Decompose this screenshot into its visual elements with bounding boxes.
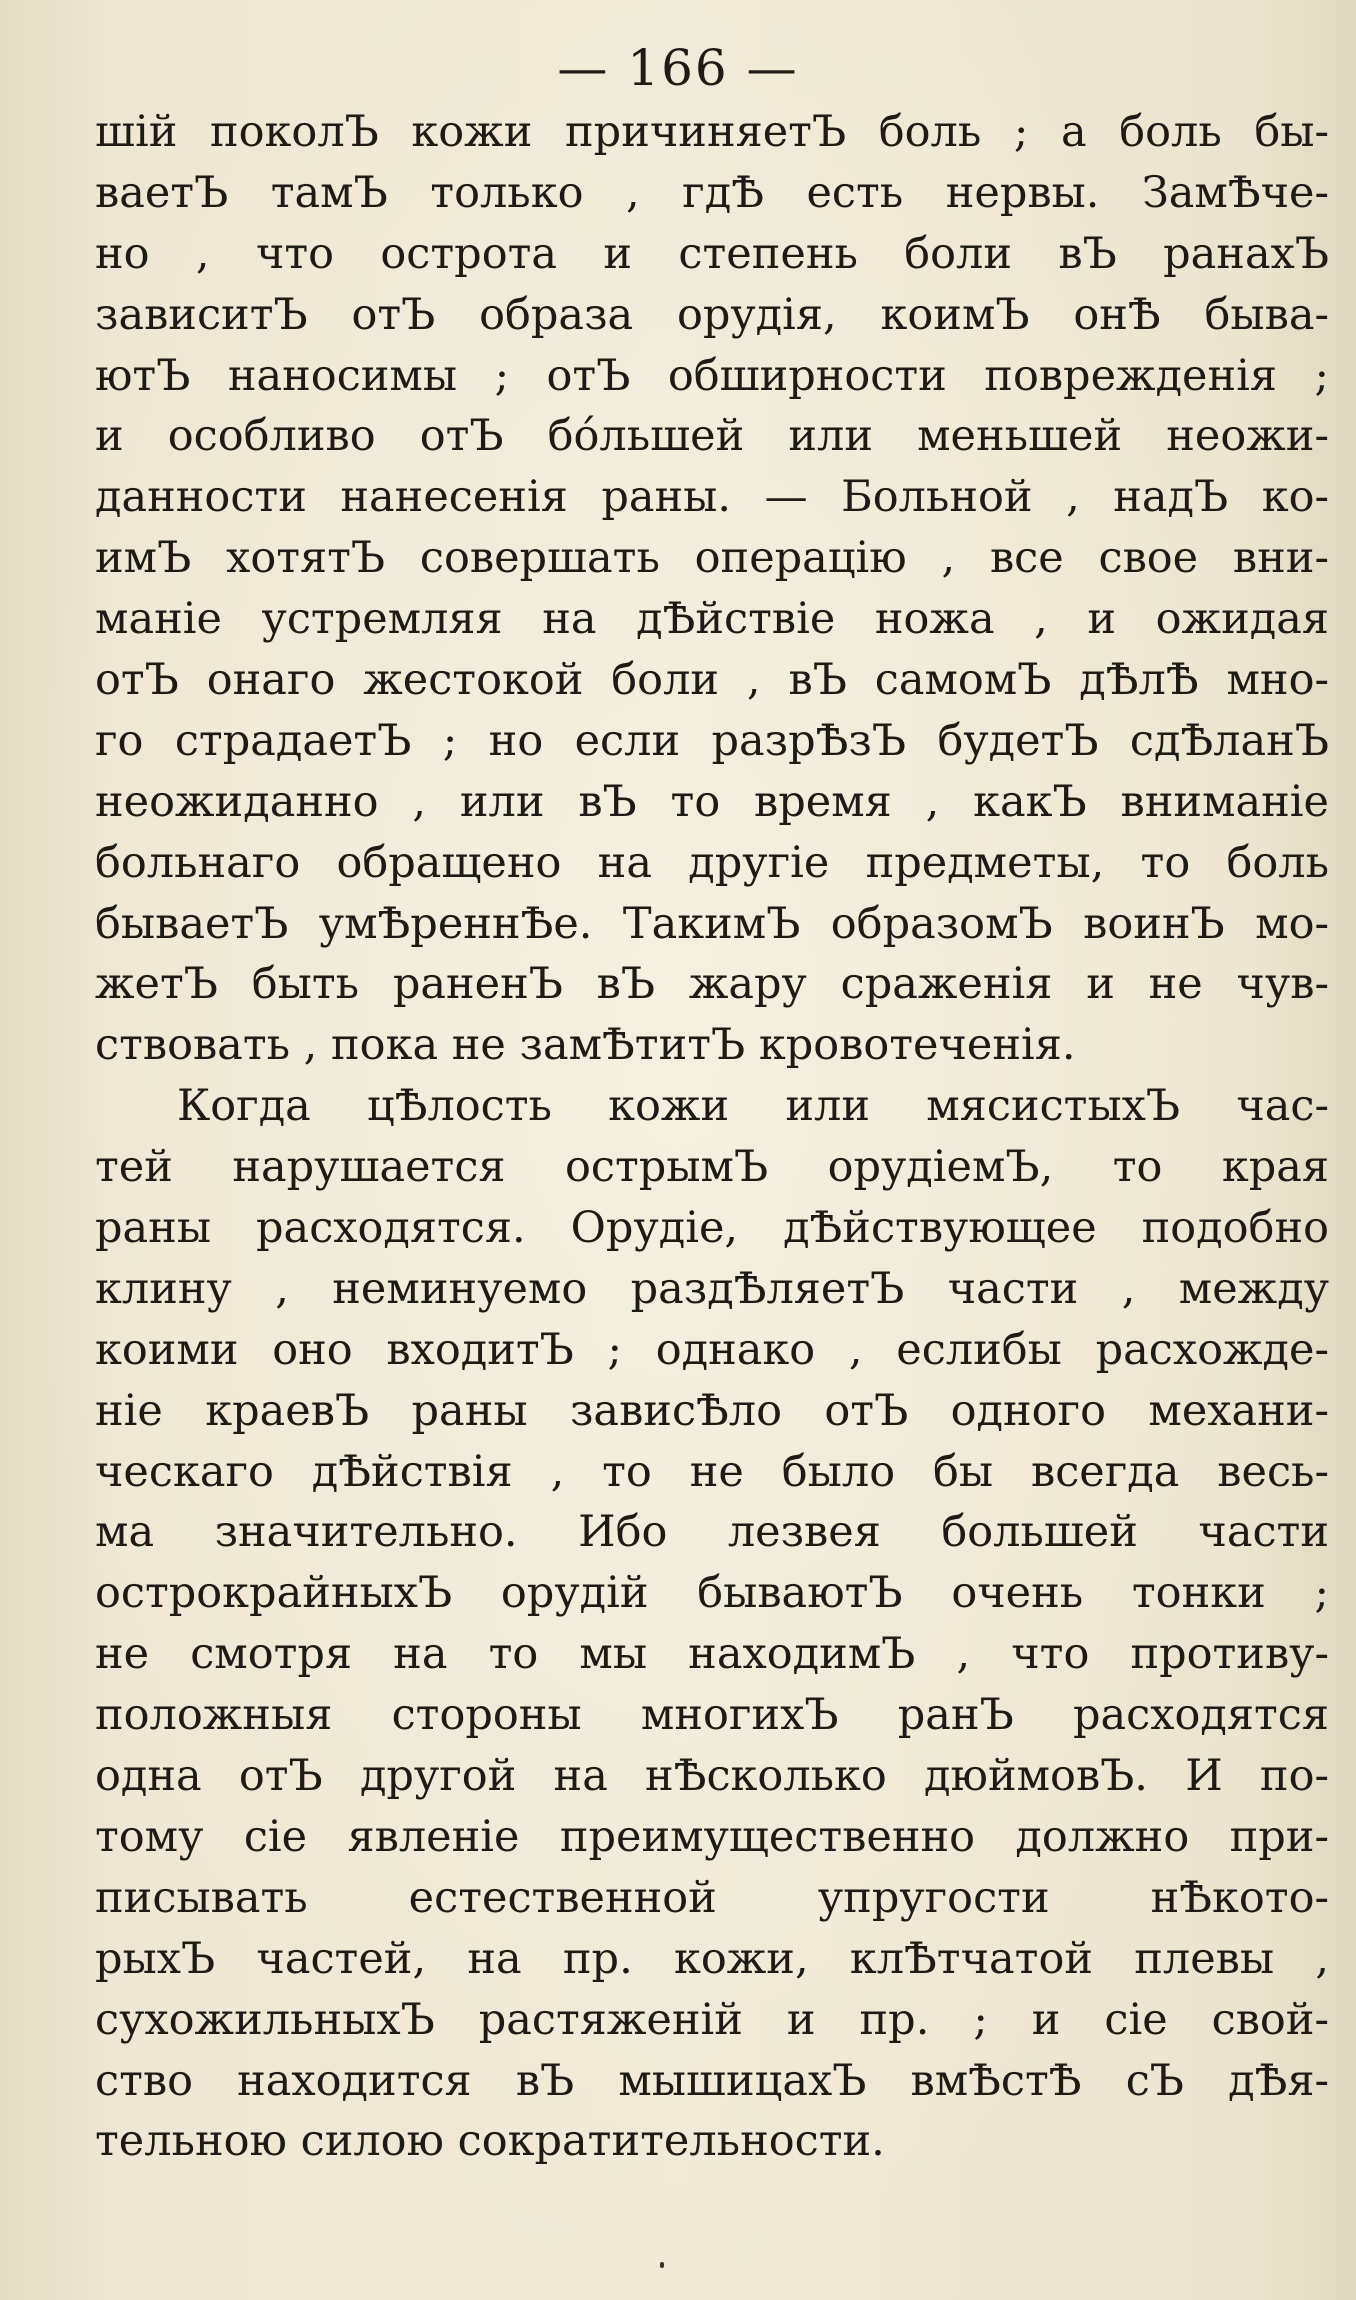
text-line: неожиданно , или вЪ то время , какЪ вниманіе xyxy=(95,776,1329,827)
text-line: рыхЪ частей, на пр. кожи, клѢтчатой плевы , xyxy=(95,1933,1329,1984)
page-number: — 166 — xyxy=(557,39,799,97)
text-line: сухожильныхЪ растяженій и пр. ; и сіе свой- xyxy=(95,1994,1329,2045)
ink-speck xyxy=(660,2262,664,2268)
text-line: не смотря на то мы находимЪ , что противу- xyxy=(95,1629,1329,1680)
text-line: го страдаетЪ ; но если разрѢзЪ будетЪ сдѢланЪ xyxy=(95,715,1329,766)
text-line: шій поколЪ кожи причиняетЪ боль ; а боль бы- xyxy=(95,107,1329,157)
text-line: имЪ хотятЪ совершать операцію , все свое вни- xyxy=(95,533,1329,584)
text-line: зависитЪ отЪ образа орудія, коимЪ онѢ быва- xyxy=(95,289,1329,340)
text-line: отЪ онаго жестокой боли , вЪ самомЪ дѢлѢ мно- xyxy=(95,655,1329,706)
text-line: положныя стороны многихЪ ранЪ расходятся xyxy=(95,1690,1329,1741)
text-line: тельною силою сократительности. xyxy=(95,2116,885,2167)
text-line: жетЪ быть раненЪ вЪ жару сраженія и не чув- xyxy=(95,959,1329,1010)
body-text xyxy=(95,102,1329,2172)
text-line: раны расходятся. Орудіе, дѢйствующее подобно xyxy=(95,1203,1329,1254)
text-line: ма значительно. Ибо лезвея большей части xyxy=(95,1507,1329,1558)
text-line: маніе устремляя на дѢйствіе ножа , и ожидая xyxy=(95,594,1329,645)
paragraph-1 xyxy=(95,102,1329,1076)
text-line: ніе краевЪ раны зависѢло отЪ одного механи- xyxy=(95,1385,1329,1436)
text-line: ство находится вЪ мышицахЪ вмѢстѢ сЪ дѢя- xyxy=(95,2055,1329,2106)
text-line: ческаго дѢйствія , то не было бы всегда весь- xyxy=(95,1446,1329,1497)
text-line: больнаго обращено на другіе предметы, то боль xyxy=(95,837,1329,888)
text-line: и особливо отЪ бо́льшей или меньшей неожи- xyxy=(95,411,1329,462)
text-line: одна отЪ другой на нѢсколько дюймовЪ. И по- xyxy=(95,1751,1329,1802)
text-line: коими оно входитЪ ; однако , еслибы расхожде- xyxy=(95,1324,1329,1375)
text-line: клину , неминуемо раздѢляетЪ части , между xyxy=(95,1263,1329,1314)
text-line: ваетЪ тамЪ только , гдѢ есть нервы. ЗамѢче- xyxy=(95,167,1329,218)
text-line: данности нанесенія раны. — Больной , надЪ ко- xyxy=(95,472,1329,523)
text-line: тому сіе явленіе преимущественно должно при- xyxy=(95,1811,1329,1862)
text-line: бываетЪ умѢреннѢе. ТакимЪ образомЪ воинЪ мо- xyxy=(95,898,1329,949)
paragraph-2 xyxy=(95,1076,1329,2172)
text-line: но , что острота и степень боли вЪ ранахЪ xyxy=(95,228,1329,279)
text-line: Когда цѢлость кожи или мясистыхЪ час- xyxy=(177,1081,1329,1132)
text-line: тей нарушается острымЪ орудіемЪ, то края xyxy=(95,1142,1329,1193)
text-line: ствовать , пока не замѢтитЪ кровотеченія. xyxy=(95,1020,1076,1071)
text-line: ютЪ наносимы ; отЪ обширности поврежденія ; xyxy=(95,350,1329,401)
text-line: острокрайныхЪ орудій бываютЪ очень тонки ; xyxy=(95,1568,1329,1619)
text-line: писывать естественной упругости нѢкото- xyxy=(95,1872,1329,1923)
